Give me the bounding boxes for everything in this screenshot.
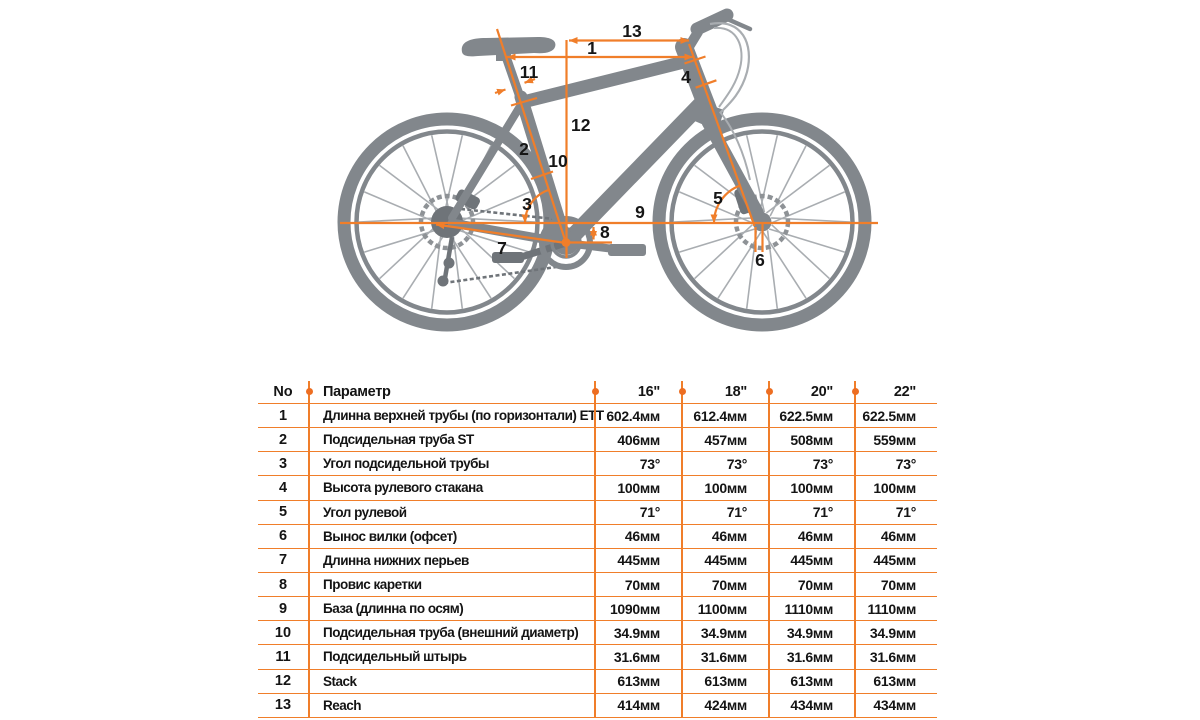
parameter-value: 612.4мм [681,404,768,427]
parameter-value: 46мм [854,525,937,548]
dim-label-6: 6 [755,250,765,270]
dim-label-4: 4 [681,67,691,87]
header-size-22: 22" [854,381,937,403]
parameter-value: 613мм [768,670,854,693]
parameter-name: Длинна нижних перьев [308,549,594,572]
header-no: No [273,384,293,400]
parameter-value: 508мм [768,428,854,451]
parameter-value: 100мм [681,476,768,499]
table-row [258,549,937,573]
geometry-spec-table [258,381,937,718]
dim-label-5: 5 [713,188,723,208]
parameter-value: 46мм [768,525,854,548]
table-row [258,573,937,597]
parameter-value: 71° [681,501,768,524]
parameter-value: 445мм [681,549,768,572]
parameter-name: Угол рулевой [308,501,594,524]
parameter-name: Подсидельный штырь [308,645,594,668]
row-number: 3 [278,455,288,472]
table-row [258,476,937,500]
table-row [258,621,937,645]
parameter-value: 73° [681,452,768,475]
row-number: 6 [278,528,288,545]
dim-label-10: 10 [548,151,568,171]
parameter-value: 424мм [681,694,768,717]
parameter-value: 457мм [681,428,768,451]
parameter-name: Stack [308,670,594,693]
parameter-value: 70мм [854,573,937,596]
parameter-value: 445мм [594,549,681,572]
column-divider-dot [852,388,859,395]
parameter-value: 34.9мм [768,621,854,644]
parameter-value: 71° [768,501,854,524]
parameter-value: 434мм [768,694,854,717]
table-row [258,501,937,525]
parameter-value: 406мм [594,428,681,451]
parameter-value: 71° [854,501,937,524]
parameter-value: 1090мм [594,597,681,620]
parameter-value: 414мм [594,694,681,717]
dim-arrow-11-left [495,90,506,94]
spoke [766,165,829,213]
dim-label-1: 1 [587,38,597,58]
row-number: 4 [278,479,288,496]
spoke [403,146,439,216]
parameter-name: Подсидельная труба (внешний диаметр) [308,621,594,644]
spoke [760,135,778,212]
handlebar-grip [697,15,727,29]
parameter-name: Подсидельная труба ST [308,428,594,451]
parameter-value: 1100мм [681,597,768,620]
brake-cable [710,23,749,113]
parameter-value: 73° [594,452,681,475]
dim-label-3: 3 [522,194,532,214]
parameter-value: 71° [594,501,681,524]
top-tube [527,62,684,101]
parameter-value: 1110мм [854,597,937,620]
parameter-value: 613мм [594,670,681,693]
dim-label-8: 8 [600,222,610,242]
parameter-name: Угол подсидельной трубы [308,452,594,475]
parameter-value: 602.4мм [594,404,681,427]
dim-label-2: 2 [519,139,529,159]
spoke [403,232,446,298]
table-row [258,428,937,452]
parameter-value: 100мм [854,476,937,499]
dim-label-9: 9 [635,202,645,222]
dim-label-12: 12 [571,115,591,135]
parameter-value: 73° [854,452,937,475]
parameter-value: 613мм [681,670,768,693]
table-row [258,670,937,694]
table-row [258,525,937,549]
dim-label-11: 11 [519,62,539,82]
row-number: 2 [278,431,288,448]
derailleur-pulley [438,276,449,287]
row-number: 8 [278,576,288,593]
parameter-value: 434мм [854,694,937,717]
header-size-16: 16" [594,381,681,403]
parameter-value: 100мм [594,476,681,499]
parameter-value: 445мм [854,549,937,572]
parameter-name: Вынос вилки (офсет) [308,525,594,548]
parameter-value: 445мм [768,549,854,572]
header-size-20: 20" [768,381,854,403]
parameter-value: 622.5мм [768,404,854,427]
parameter-name: Высота рулевого стакана [308,476,594,499]
header-size-18: 18" [681,381,768,403]
dim-label-13: 13 [622,21,642,41]
spoke [772,225,830,279]
parameter-name: База (длинна по осям) [308,597,594,620]
row-number: 11 [275,648,291,665]
parameter-value: 31.6мм [854,645,937,668]
row-number: 9 [278,600,288,617]
row-number: 1 [278,407,288,424]
parameter-value: 46мм [681,525,768,548]
right-pedal [608,244,646,256]
parameter-value: 31.6мм [681,645,768,668]
parameter-value: 73° [768,452,854,475]
table-body [258,404,937,718]
dim-label-7: 7 [497,238,507,258]
column-divider-dot [766,388,773,395]
parameter-name: Reach [308,694,594,717]
column-divider-dot [306,388,313,395]
parameter-value: 46мм [594,525,681,548]
parameter-value: 622.5мм [854,404,937,427]
table-row [258,694,937,718]
parameter-name: Провис каретки [308,573,594,596]
parameter-value: 34.9мм [854,621,937,644]
row-number: 10 [274,624,292,641]
column-divider-dot [679,388,686,395]
row-number: 5 [278,504,288,521]
table-row [258,452,937,476]
row-number: 7 [278,552,288,569]
table-row [258,404,937,428]
parameter-value: 31.6мм [768,645,854,668]
chain-bottom [444,265,570,283]
row-number: 13 [274,697,292,714]
parameter-value: 559мм [854,428,937,451]
parameter-value: 100мм [768,476,854,499]
parameter-value: 70мм [594,573,681,596]
header-parameter: Параметр [308,381,594,403]
table-row [258,645,937,669]
parameter-value: 31.6мм [594,645,681,668]
derailleur-pulley [444,258,455,269]
parameter-value: 34.9мм [681,621,768,644]
parameter-name: Длинна верхней трубы (по горизонтали) ETT [308,404,594,427]
parameter-value: 70мм [681,573,768,596]
parameter-value: 1110мм [768,597,854,620]
parameter-value: 70мм [768,573,854,596]
column-divider-dot [592,388,599,395]
bb-center-dot [562,238,571,247]
row-number: 12 [274,673,292,690]
table-row [258,597,937,621]
parameter-value: 34.9мм [594,621,681,644]
parameter-value: 613мм [854,670,937,693]
